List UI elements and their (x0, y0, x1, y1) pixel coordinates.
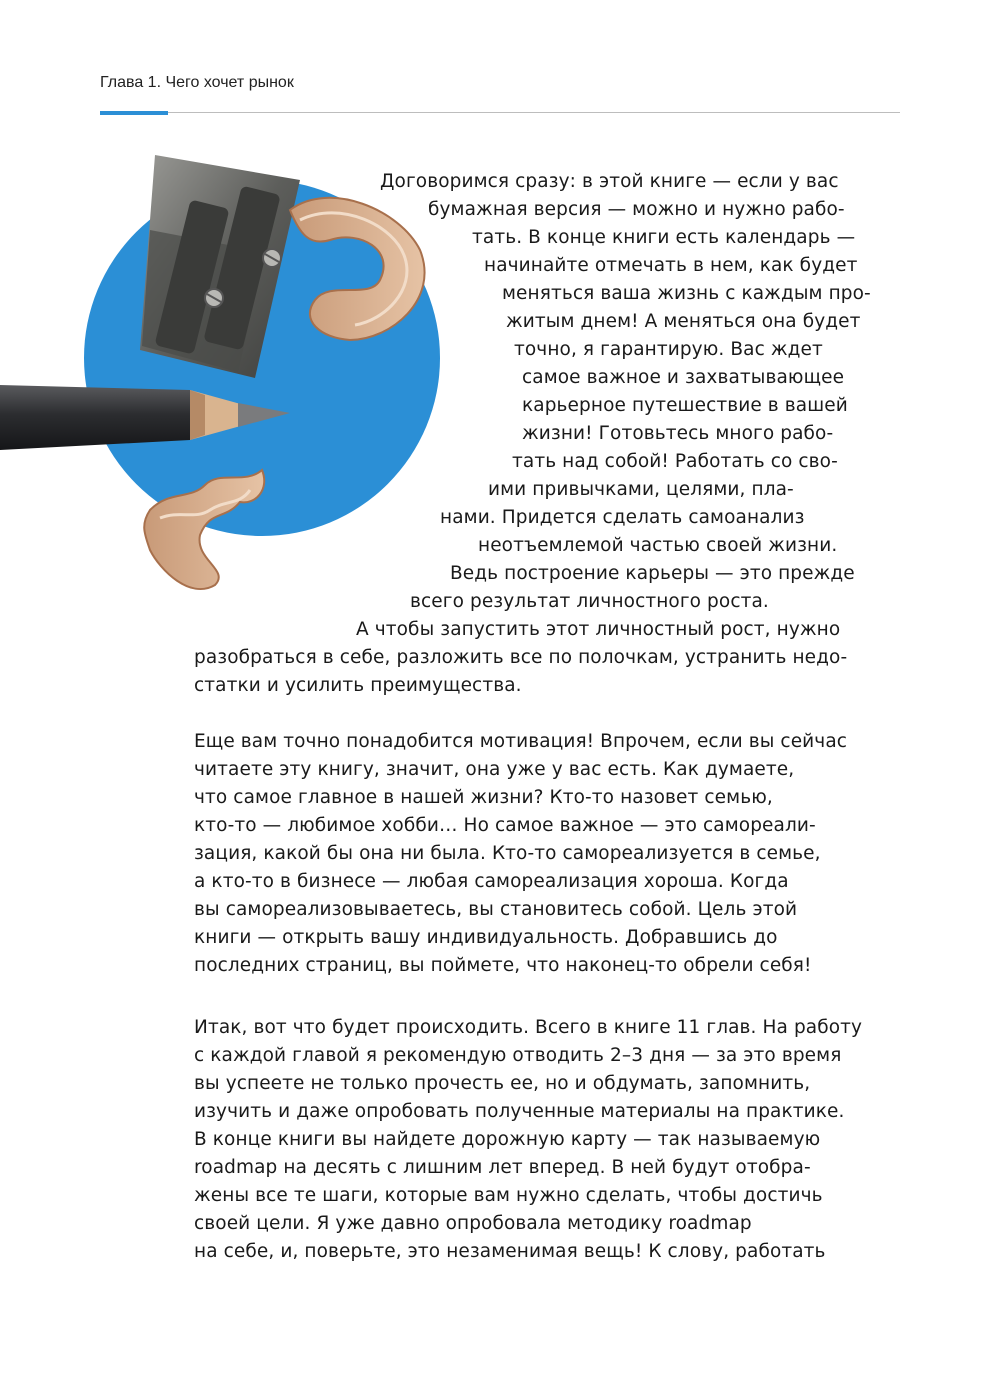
running-head: Глава 1. Чего хочет рынок (100, 74, 294, 91)
text-line: жизни! Готовьтесь много рабо- (522, 423, 834, 444)
text-line: разобраться в себе, разложить все по полочкам, устранить недо- (194, 647, 848, 668)
header-rule (100, 112, 900, 113)
text-line: житым днем! А меняться она будет (506, 311, 861, 332)
text-line: бумажная версия — можно и нужно рабо- (428, 199, 845, 220)
text-line: а кто-то в бизнесе — любая самореализация хороша. Когда (194, 871, 789, 892)
text-line: Договоримся сразу: в этой книге — если у вас (380, 171, 839, 192)
text-line: вы самореализовываетесь, вы становитесь собой. Цель этой (194, 899, 798, 920)
text-line: книги — открыть вашу индивидуальность. Добравшись до (194, 927, 778, 948)
header-rule-accent (100, 111, 168, 115)
text-line: тать над собой! Работать со сво- (512, 451, 838, 472)
text-line: жены все те шаги, которые вам нужно сделать, чтобы достичь (194, 1185, 823, 1206)
text-line: В конце книги вы найдете дорожную карту — так называемую (194, 1129, 821, 1150)
text-line: неотъемлемой частью своей жизни. (478, 535, 838, 556)
text-line: всего результат личностного роста. (410, 591, 769, 612)
text-line: вы успеете не только прочесть ее, но и обдумать, запомнить, (194, 1073, 811, 1094)
text-line: зация, какой бы она ни была. Кто-то самореализуется в семье, (194, 843, 821, 864)
text-line: А чтобы запустить этот личностный рост, нужно (356, 619, 841, 640)
text-line: самое важное и захватывающее (522, 367, 845, 388)
text-line: точно, я гарантирую. Вас ждет (514, 339, 823, 360)
text-line: на себе, и, поверьте, это незаменимая вещь! К слову, работать (194, 1241, 826, 1262)
text-line: карьерное путешествие в вашей (522, 395, 848, 416)
text-line: Ведь построение карьеры — это прежде (450, 563, 855, 584)
text-line: изучить и даже опробовать полученные материалы на практике. (194, 1101, 845, 1122)
pencil-sharpener-illustration (0, 140, 480, 640)
text-line: начинайте отмечать в нем, как будет (484, 255, 858, 276)
text-line: своей цели. Я уже давно опробовала методику roadmap (194, 1213, 752, 1234)
text-line: Еще вам точно понадобится мотивация! Впрочем, если вы сейчас (194, 731, 848, 752)
text-line: статки и усилить преимущества. (194, 675, 522, 696)
text-line: roadmap на десять с лишним лет вперед. В ней будут отобра- (194, 1157, 811, 1178)
text-line: последних страниц, вы поймете, что наконец-то обрели себя! (194, 955, 812, 976)
text-line: с каждой главой я рекомендую отводить 2–3 дня — за это время (194, 1045, 842, 1066)
text-line: ими привычками, целями, пла- (488, 479, 794, 500)
text-line: тать. В конце книги есть календарь — (472, 227, 856, 248)
text-line: Итак, вот что будет происходить. Всего в книге 11 глав. На работу (194, 1017, 863, 1038)
text-line: читаете эту книгу, значит, она уже у вас есть. Как думаете, (194, 759, 795, 780)
text-line: нами. Придется сделать самоанализ (440, 507, 805, 528)
text-line: меняться ваша жизнь с каждым про- (502, 283, 871, 304)
text-line: кто-то — любимое хобби… Но самое важное — это самореали- (194, 815, 816, 836)
text-line: что самое главное в нашей жизни? Кто-то назовет семью, (194, 787, 773, 808)
